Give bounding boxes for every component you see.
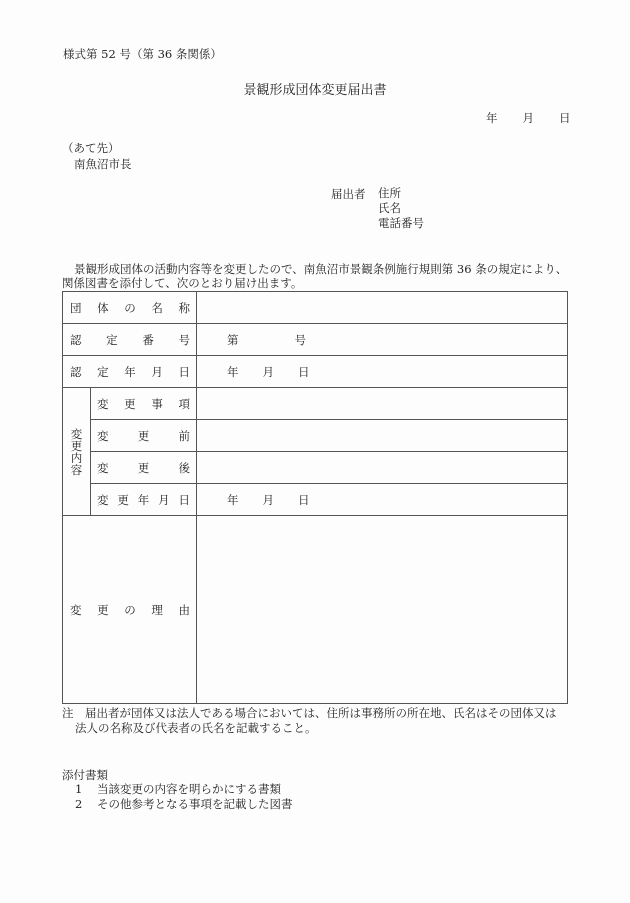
change-date-year: 年 <box>227 492 239 507</box>
reason-label: 変更の理由 <box>63 516 197 704</box>
attachment-number: 1 <box>75 782 83 796</box>
date-year-label: 年 <box>486 111 498 125</box>
change-item-label: 変更事項 <box>91 388 197 420</box>
document-title <box>0 79 630 98</box>
note <box>62 706 572 736</box>
cert-date-year: 年 <box>227 364 239 379</box>
change-date-month: 月 <box>262 492 274 507</box>
attachments-title: 添付書類 <box>62 768 108 782</box>
addressee-name: 南魚沼市長 <box>74 157 132 171</box>
change-content-group-label: 変更内容 <box>63 388 91 516</box>
table-row-after-change <box>63 452 568 484</box>
table-row-group-name <box>63 292 568 324</box>
attachment-number: 2 <box>75 797 83 811</box>
attachment-text: 当該変更の内容を明らかにする書類 <box>97 782 281 796</box>
note-line-2: 法人の名称及び代表者の氏名を記載すること。 <box>75 721 317 735</box>
table-row-reason <box>63 516 568 704</box>
addressee-label: （あて先） <box>62 141 120 155</box>
date-month-label: 月 <box>522 111 534 125</box>
cert-date-month: 月 <box>262 364 274 379</box>
change-date-day: 日 <box>298 492 310 507</box>
attachments-list <box>75 782 293 812</box>
cert-number-prefix: 第 <box>227 332 239 347</box>
applicant-address-label: 住所 <box>378 186 401 200</box>
table-row-change-date <box>63 484 568 516</box>
attachment-item <box>75 782 293 797</box>
body-text: 景観形成団体の活動内容等を変更したので、南魚沼市景観条例施行規則第 36 条の規定により、関係図書を添付して、次のとおり届け出ます。 <box>62 262 568 290</box>
cert-date-label: 認定年月日 <box>63 356 197 388</box>
group-name-value[interactable] <box>197 292 568 324</box>
attachment-item <box>75 797 293 812</box>
applicant-phone-label: 電話番号 <box>378 216 424 230</box>
table-row-cert-date <box>63 356 568 388</box>
document-title-text: 景観形成団体変更届出書 <box>243 83 387 98</box>
cert-number-suffix: 号 <box>294 332 306 347</box>
reason-value[interactable] <box>197 516 568 704</box>
cert-number-label: 認定番号 <box>63 324 197 356</box>
change-item-value[interactable] <box>197 388 568 420</box>
table-row-change-item <box>63 388 568 420</box>
cert-number-value[interactable] <box>197 324 568 356</box>
table-row-before-change <box>63 420 568 452</box>
table-row-cert-number <box>63 324 568 356</box>
change-date-value[interactable] <box>197 484 568 516</box>
after-change-value[interactable] <box>197 452 568 484</box>
before-change-value[interactable] <box>197 420 568 452</box>
cert-date-day: 日 <box>298 364 310 379</box>
note-line-1: 注 届出者が団体又は法人である場合においては、住所は事務所の所在地、氏名はその団体又は <box>62 706 557 720</box>
date-day-label: 日 <box>559 111 571 125</box>
applicant-fields <box>378 186 424 231</box>
form-table <box>62 291 568 704</box>
applicant-name-label: 氏名 <box>378 201 401 215</box>
cert-date-value[interactable] <box>197 356 568 388</box>
change-date-label: 変更年月日 <box>91 484 197 516</box>
before-change-label: 変更前 <box>91 420 197 452</box>
applicant-label: 届出者 <box>331 187 366 201</box>
after-change-label: 変更後 <box>91 452 197 484</box>
group-name-label: 団体の名称 <box>63 292 197 324</box>
form-number: 様式第 52 号（第 36 条関係） <box>63 47 222 61</box>
submission-date <box>486 110 571 126</box>
attachment-text: その他参考となる事項を記載した図書 <box>97 797 293 811</box>
